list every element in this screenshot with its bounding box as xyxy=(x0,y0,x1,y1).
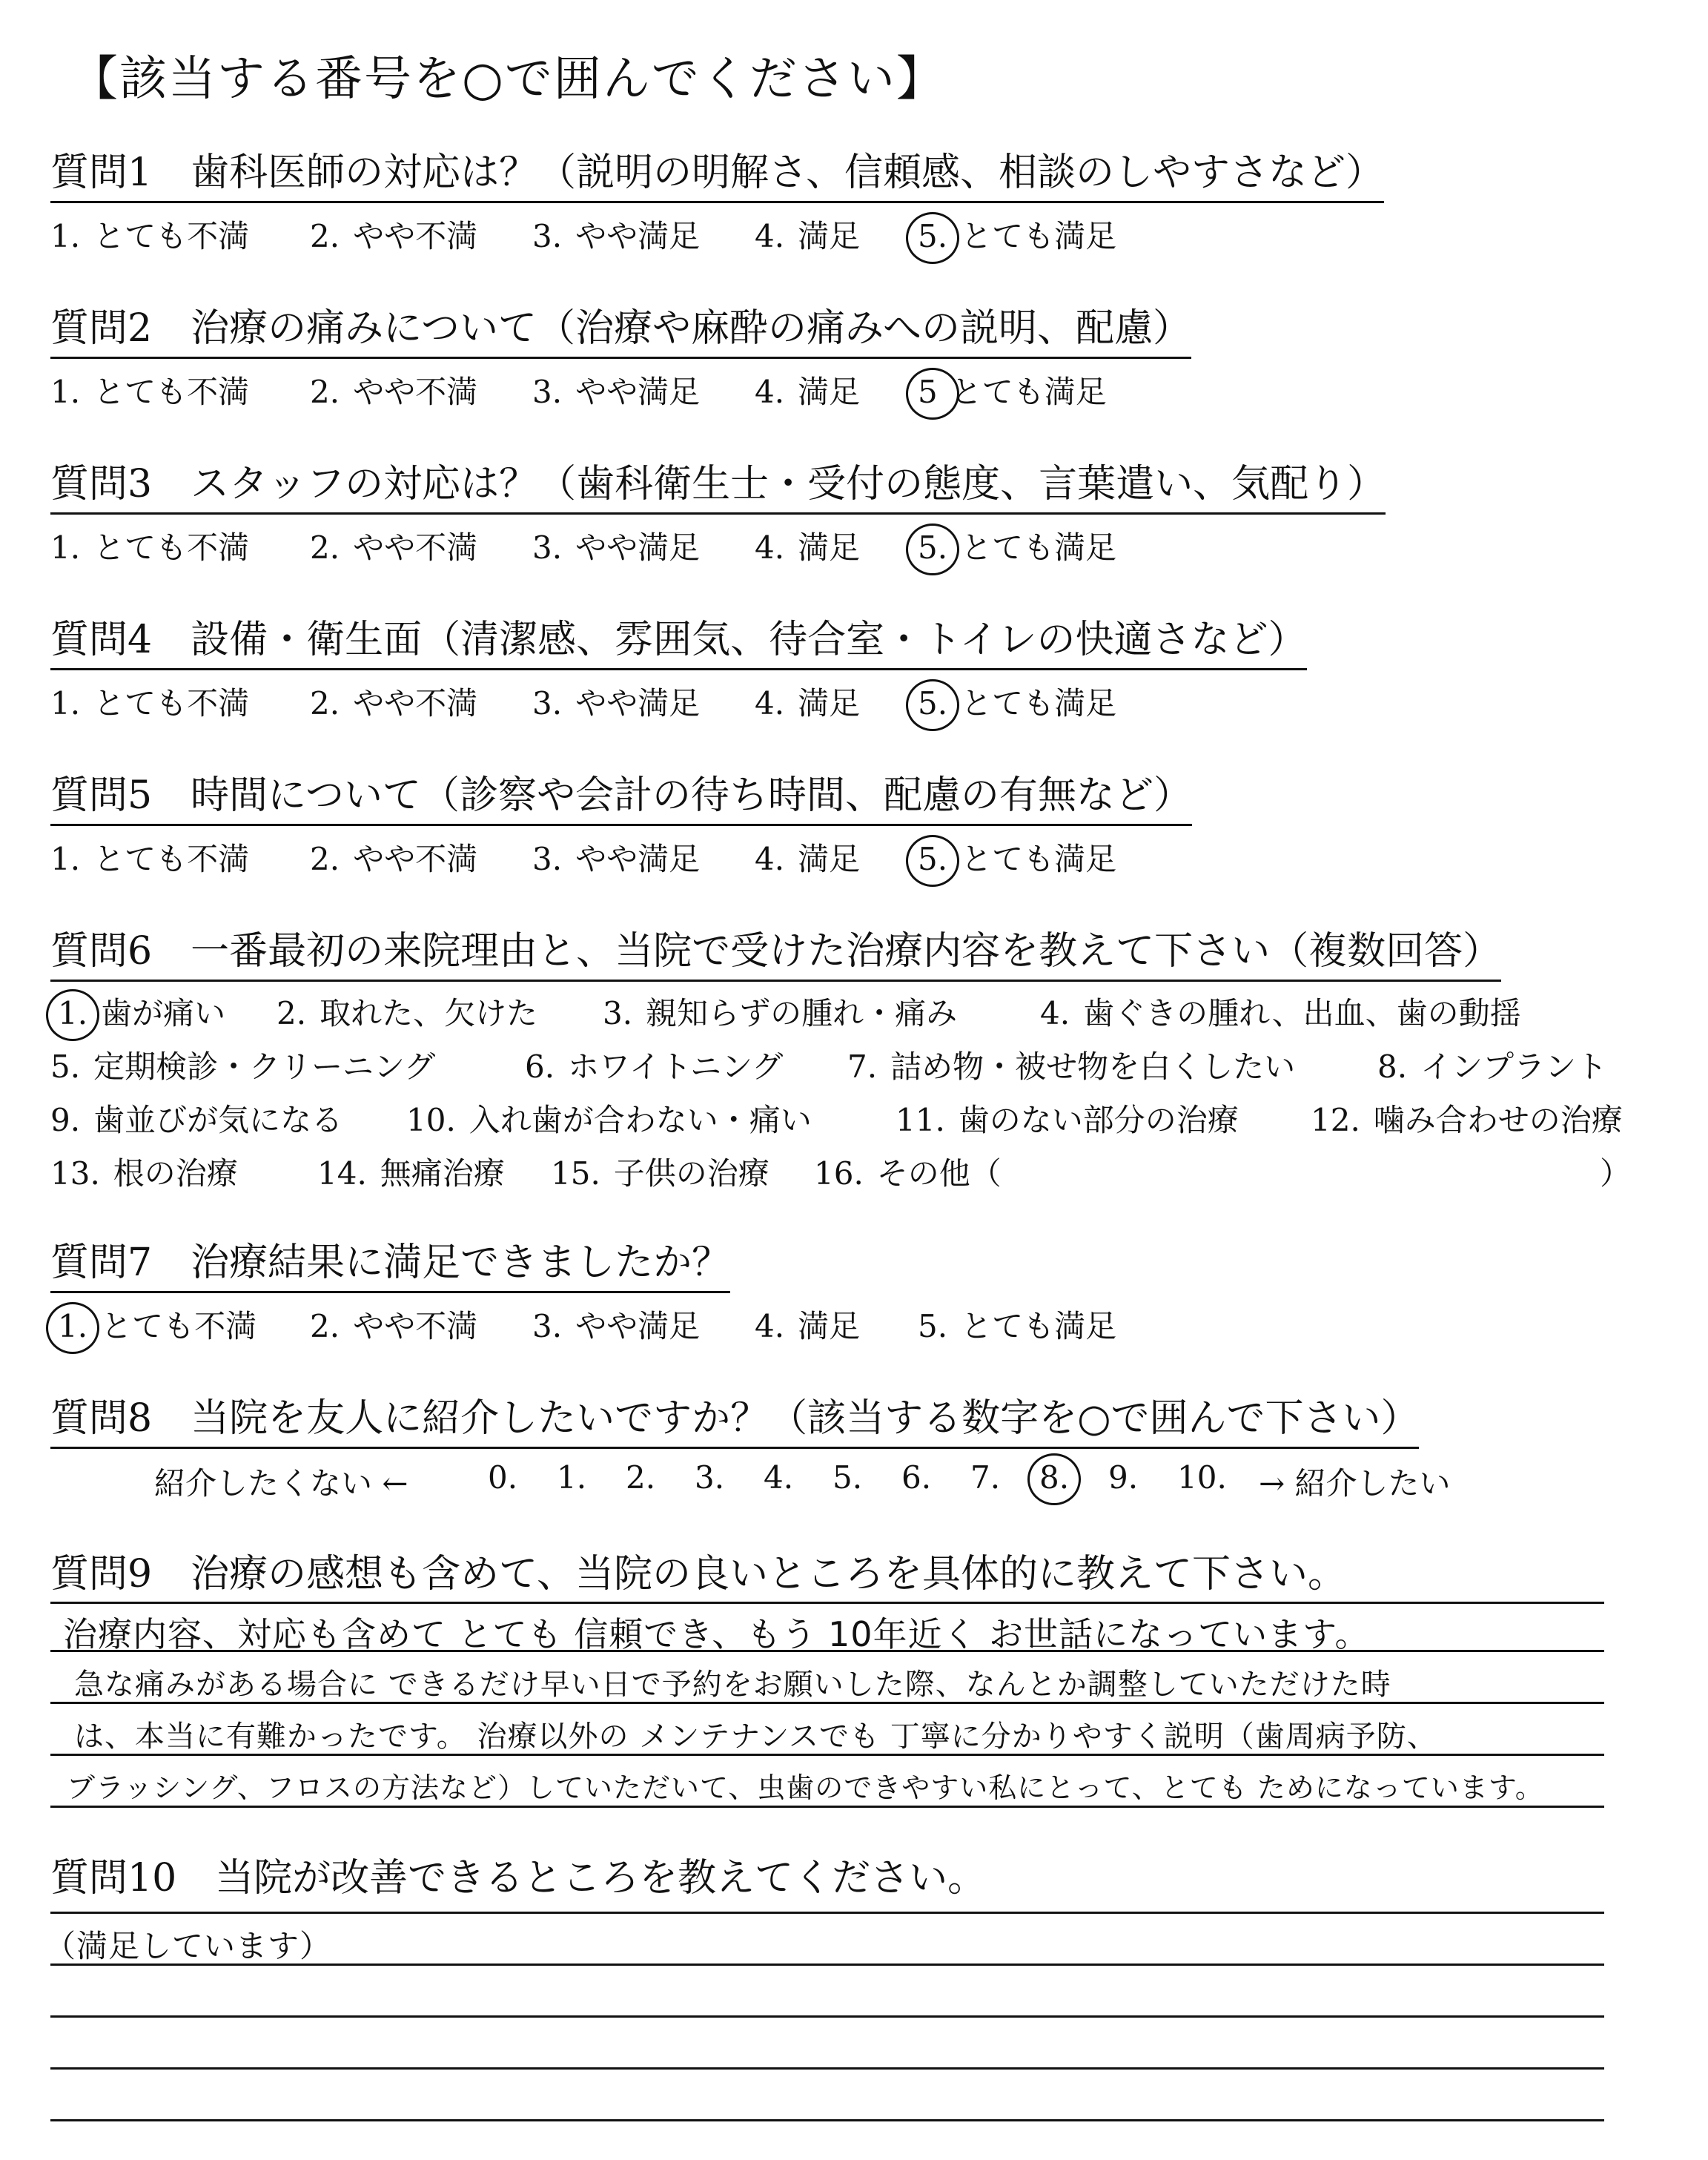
option-label: やや満足 xyxy=(575,529,701,566)
option-number: 8. xyxy=(1377,1048,1408,1085)
scale-10[interactable]: 10. xyxy=(1177,1459,1227,1496)
option-label: 根の治療 xyxy=(113,1155,238,1192)
option-number: 3. xyxy=(532,841,563,877)
option-3[interactable] xyxy=(532,212,700,257)
question-9 xyxy=(50,1542,1346,1602)
option-number: 3. xyxy=(532,685,563,721)
option-row xyxy=(50,986,1521,1040)
option-label: 満足 xyxy=(798,374,861,410)
question-10-title: 質問10 当院が改善できるところを教えてください。 xyxy=(50,1856,987,1900)
option-label: やや不満 xyxy=(353,218,478,254)
option-label: やや不満 xyxy=(353,841,478,877)
option-number: 2. xyxy=(310,841,340,877)
option-label: その他（ xyxy=(876,1155,1002,1192)
scale-3[interactable]: 3. xyxy=(695,1459,725,1496)
option-number: 12. xyxy=(1311,1102,1360,1138)
option-5[interactable] xyxy=(918,368,1107,412)
survey-header: 【該当する番号を○で囲んでください】 xyxy=(70,52,945,107)
option-5[interactable] xyxy=(918,679,1116,724)
question-4-options xyxy=(50,675,1307,727)
option-9[interactable] xyxy=(50,1096,342,1140)
option-row xyxy=(50,1093,1623,1146)
option-number: 4. xyxy=(1040,995,1070,1031)
option-number: 4. xyxy=(755,374,785,410)
option-2[interactable] xyxy=(310,835,477,879)
option-label: やや不満 xyxy=(353,374,478,410)
option-2[interactable] xyxy=(310,679,477,724)
option-5[interactable] xyxy=(918,1302,1116,1347)
question-7 xyxy=(50,1231,1117,1350)
question-5 xyxy=(50,764,1192,882)
option-label: 満足 xyxy=(798,1308,861,1344)
option-label: 歯が痛い xyxy=(101,995,226,1031)
option-1[interactable] xyxy=(50,679,249,724)
option-number: 10. xyxy=(406,1102,456,1138)
question-7-options xyxy=(50,1298,1117,1350)
option-number: 7. xyxy=(847,1048,878,1085)
option-number-circled: 5 xyxy=(918,374,938,410)
question-2-title: 質問2 治療の痛みについて（治療や麻酔の痛みへの説明、配慮） xyxy=(50,297,1191,359)
option-6[interactable] xyxy=(525,1043,783,1087)
option-label: 満足 xyxy=(798,841,861,877)
option-3[interactable] xyxy=(532,1302,700,1347)
option-number: 3. xyxy=(603,995,633,1031)
question-3-options xyxy=(50,519,1386,571)
question-3 xyxy=(50,452,1386,571)
scale-5[interactable]: 5. xyxy=(833,1459,863,1496)
option-label: 歯ぐきの腫れ、出血、歯の動揺 xyxy=(1083,995,1521,1031)
option-label: とても満足 xyxy=(961,685,1117,721)
question-10 xyxy=(50,1846,986,1906)
option-number-circled: 1. xyxy=(58,995,88,1031)
option-5[interactable] xyxy=(918,212,1116,257)
question-8-title: 質問8 当院を友人に紹介したいですか？（該当する数字を○で囲んで下さい） xyxy=(50,1387,1419,1449)
question-8 xyxy=(50,1387,1451,1511)
option-2[interactable] xyxy=(310,368,477,412)
question-2-options xyxy=(50,363,1191,415)
option-number-circled: 5. xyxy=(918,685,948,721)
other-close-paren: ） xyxy=(1600,1155,1632,1192)
question-4-title: 質問4 設備・衛生面（清潔感、雰囲気、待合室・トイレの快適さなど） xyxy=(50,608,1307,670)
scale-8-circled[interactable] xyxy=(1039,1459,1069,1496)
question-3-title: 質問3 スタッフの対応は？（歯科衛生士・受付の態度、言葉遣い、気配り） xyxy=(50,452,1386,515)
scale-7[interactable]: 7. xyxy=(970,1459,1001,1496)
option-label: とても不満 xyxy=(93,841,250,877)
option-number: 2. xyxy=(310,529,340,566)
question-1-options xyxy=(50,208,1384,260)
question-1-title: 質問1 歯科医師の対応は？（説明の明解さ、信頼感、相談のしやすさなど） xyxy=(50,141,1384,203)
option-label: やや満足 xyxy=(575,685,701,721)
option-row xyxy=(50,1146,1632,1200)
option-8[interactable] xyxy=(1377,1043,1607,1087)
option-number: 9. xyxy=(50,1102,81,1138)
option-11[interactable] xyxy=(896,1096,1239,1140)
option-number: 1. xyxy=(50,374,81,410)
option-number-circled: 1. xyxy=(58,1308,88,1344)
option-14[interactable] xyxy=(317,1149,505,1194)
option-number: 13. xyxy=(50,1155,100,1192)
option-4[interactable] xyxy=(755,212,860,257)
question-5-title: 質問5 時間について（診察や会計の待ち時間、配慮の有無など） xyxy=(50,764,1192,826)
option-label: 満足 xyxy=(798,529,861,566)
option-label: 入れ歯が合わない・痛い xyxy=(469,1102,812,1138)
option-label: とても満足 xyxy=(961,841,1117,877)
answer-line xyxy=(50,1602,1604,1604)
option-number: 3. xyxy=(532,1308,563,1344)
option-number: 1. xyxy=(50,685,81,721)
answer-line xyxy=(50,2067,1604,2070)
option-number: 2. xyxy=(277,995,307,1031)
option-5[interactable] xyxy=(50,1043,435,1087)
option-number: 4. xyxy=(755,841,785,877)
scale-1[interactable]: 1. xyxy=(557,1459,587,1496)
question-7-title: 質問7 治療結果に満足できましたか？ xyxy=(50,1231,730,1293)
answer-line xyxy=(50,1806,1604,1808)
option-number: 3. xyxy=(532,374,563,410)
answer-line xyxy=(50,2015,1604,2018)
option-label: 親知らずの腫れ・痛み xyxy=(646,995,958,1031)
option-label: 取れた、欠けた xyxy=(320,995,538,1031)
option-2[interactable] xyxy=(310,212,477,257)
option-label: とても不満 xyxy=(93,218,250,254)
option-number: 3. xyxy=(532,218,563,254)
option-number: 3. xyxy=(532,529,563,566)
option-2[interactable] xyxy=(310,1302,477,1347)
option-number: 4. xyxy=(755,1308,785,1344)
scale-number-circled: 8. xyxy=(1039,1459,1070,1496)
option-label: とても満足 xyxy=(961,218,1117,254)
option-label: 定期検診・クリーニング xyxy=(93,1048,436,1085)
option-3[interactable] xyxy=(532,679,700,724)
question-6 xyxy=(50,919,1632,1201)
option-1[interactable] xyxy=(58,1302,256,1347)
option-1[interactable] xyxy=(50,524,249,568)
option-4[interactable] xyxy=(755,679,860,724)
option-3[interactable] xyxy=(532,835,700,879)
option-label: 噛み合わせの治療 xyxy=(1373,1102,1623,1138)
scale-9[interactable]: 9. xyxy=(1108,1459,1139,1496)
option-number: 2. xyxy=(310,374,340,410)
option-label: とても不満 xyxy=(93,685,250,721)
option-7[interactable] xyxy=(847,1043,1295,1087)
question-6-options xyxy=(50,986,1632,1201)
option-label: とても不満 xyxy=(93,374,250,410)
option-13[interactable] xyxy=(50,1149,238,1194)
option-label: とても不満 xyxy=(93,529,250,566)
option-number: 15. xyxy=(551,1155,600,1192)
option-number: 2. xyxy=(310,685,340,721)
option-label: 詰め物・被せ物を白くしたい xyxy=(890,1048,1296,1085)
option-16[interactable] xyxy=(814,1149,1002,1194)
option-number: 14. xyxy=(317,1155,367,1192)
option-label: やや満足 xyxy=(575,374,701,410)
handwritten-answer-line-1: 治療内容、対応も含めて とても 信頼でき、もう 10年近く お世話になっています。 xyxy=(63,1614,1370,1654)
option-number: 4. xyxy=(755,685,785,721)
scale-4[interactable]: 4. xyxy=(764,1459,794,1496)
option-label: インプラント xyxy=(1420,1048,1608,1085)
question-5-options xyxy=(50,830,1192,882)
option-3[interactable] xyxy=(532,524,700,568)
option-number: 2. xyxy=(310,1308,340,1344)
answer-line xyxy=(50,2119,1604,2121)
option-2[interactable] xyxy=(310,524,477,568)
option-4[interactable] xyxy=(755,524,860,568)
option-number: 6. xyxy=(525,1048,555,1085)
option-label: やや満足 xyxy=(575,218,701,254)
option-label: やや不満 xyxy=(353,1308,478,1344)
option-4[interactable] xyxy=(755,835,860,879)
option-label: とても満足 xyxy=(950,374,1107,410)
option-number: 16. xyxy=(814,1155,864,1192)
option-label: 満足 xyxy=(798,685,861,721)
option-3[interactable] xyxy=(532,368,700,412)
scale-0[interactable]: 0. xyxy=(488,1459,518,1496)
option-label: やや満足 xyxy=(575,841,701,877)
option-number: 5. xyxy=(50,1048,81,1085)
option-label: 歯のない部分の治療 xyxy=(958,1102,1239,1138)
handwritten-answer-q10: （満足しています） xyxy=(44,1928,332,1964)
option-number: 4. xyxy=(755,218,785,254)
option-5[interactable] xyxy=(918,835,1116,879)
option-1[interactable] xyxy=(50,212,249,257)
option-number: 1. xyxy=(50,218,81,254)
option-label: やや満足 xyxy=(575,1308,701,1344)
option-1[interactable] xyxy=(58,989,225,1034)
option-number: 1. xyxy=(50,529,81,566)
question-6-title: 質問6 一番最初の来院理由と、当院で受けた治療内容を教えて下さい（複数回答） xyxy=(50,919,1501,982)
option-label: とても満足 xyxy=(961,529,1117,566)
option-3[interactable] xyxy=(603,989,957,1034)
handwritten-answer-line-2: 急な痛みがある場合に できるだけ早い日で予約をお願いした際、なんとか調整していただけた時 xyxy=(74,1668,1391,1702)
option-15[interactable] xyxy=(551,1149,769,1194)
option-label: 歯並びが気になる xyxy=(93,1102,343,1138)
option-number: 2. xyxy=(310,218,340,254)
question-1 xyxy=(50,141,1384,260)
option-5[interactable] xyxy=(918,524,1116,568)
scale-6[interactable]: 6. xyxy=(901,1459,932,1496)
option-label: 無痛治療 xyxy=(380,1155,505,1192)
question-4 xyxy=(50,608,1307,727)
option-number: 4. xyxy=(755,529,785,566)
option-number-circled: 5. xyxy=(918,529,948,566)
question-2 xyxy=(50,297,1191,415)
question-9-title: 質問9 治療の感想も含めて、当院の良いところを具体的に教えて下さい。 xyxy=(50,1552,1347,1596)
option-4[interactable] xyxy=(755,1302,860,1347)
option-label: 子供の治療 xyxy=(613,1155,769,1192)
option-number-circled: 5. xyxy=(918,841,948,877)
option-label: ホワイトニング xyxy=(568,1048,784,1085)
option-row xyxy=(50,1040,1608,1093)
handwritten-answer-line-3: は、本当に有難かったです。 治療以外の メンテナンスでも 丁寧に分かりやすく説明（歯周病予防、 xyxy=(74,1720,1437,1754)
option-label: やや不満 xyxy=(353,529,478,566)
option-label: とても満足 xyxy=(961,1308,1117,1344)
question-8-scale xyxy=(50,1455,1451,1511)
option-10[interactable] xyxy=(406,1096,812,1140)
option-number: 5. xyxy=(918,1308,948,1344)
option-label: 満足 xyxy=(798,218,861,254)
scale-right-label: → 紹介したい xyxy=(1259,1465,1451,1502)
option-4[interactable] xyxy=(1040,989,1521,1034)
answer-line xyxy=(50,1912,1604,1914)
option-number: 1. xyxy=(50,841,81,877)
option-label: とても不満 xyxy=(101,1308,257,1344)
option-label: やや不満 xyxy=(353,685,478,721)
scale-left-label: 紹介したくない ← xyxy=(154,1465,408,1502)
option-number-circled: 5. xyxy=(918,218,948,254)
option-4[interactable] xyxy=(755,368,860,412)
option-12[interactable] xyxy=(1311,1096,1623,1140)
option-number: 11. xyxy=(896,1102,945,1138)
option-1[interactable] xyxy=(50,368,249,412)
option-2[interactable] xyxy=(277,989,537,1034)
handwritten-answer-line-4: ブラッシング、フロスの方法など）していただいて、虫歯のできやすい私にとって、とても ためになっています。 xyxy=(67,1771,1544,1804)
scale-2[interactable]: 2. xyxy=(626,1459,656,1496)
option-1[interactable] xyxy=(50,835,249,879)
